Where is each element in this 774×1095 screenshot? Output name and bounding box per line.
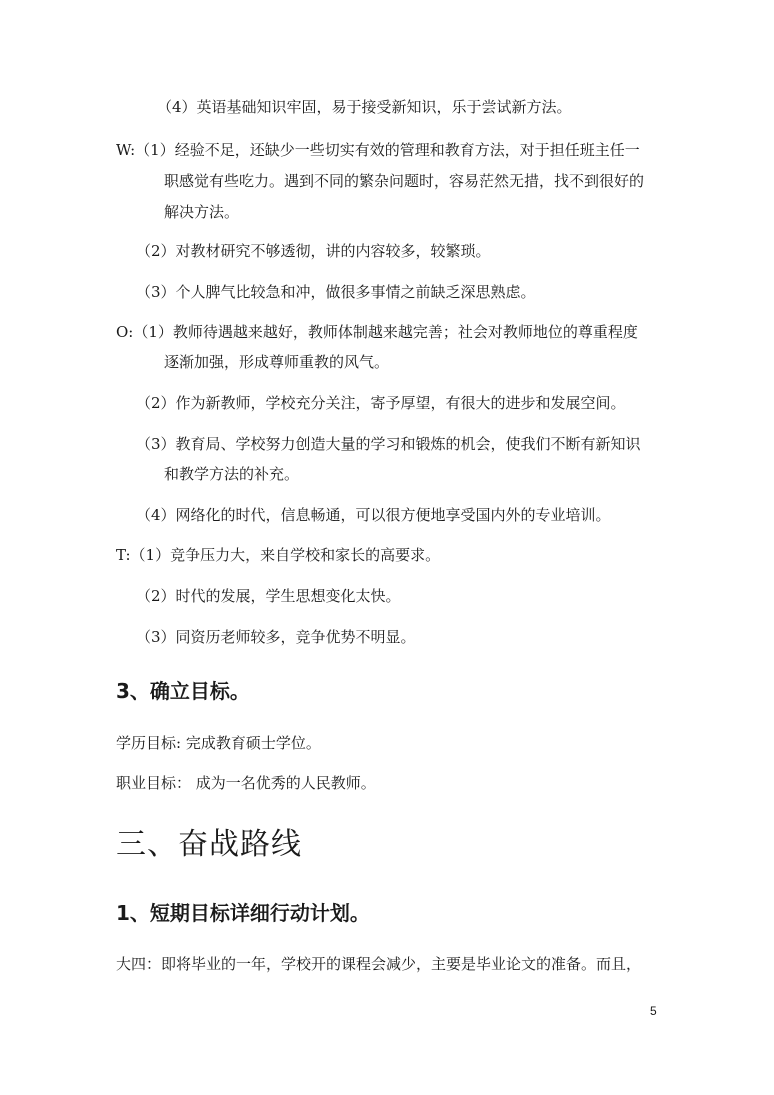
weakness-item-3: （3）个人脾气比较急和冲，做很多事情之前缺乏深思熟虑。 [136, 283, 536, 301]
opportunity-item-1-line-2: 逐渐加强，形成尊师重教的风气。 [164, 353, 390, 371]
goals-heading: 3、确立目标。 [116, 679, 250, 703]
weakness-item-1-line-1: W:（1）经验不足，还缺少一些切实有效的管理和教育方法，对于担任班主任一 [116, 141, 640, 159]
weakness-item-1-line-2: 职感觉有些吃力。遇到不同的繁杂问题时，容易茫然无措，找不到很好的 [164, 172, 645, 190]
opportunity-item-3-line-1: （3）教育局、学校努力创造大量的学习和锻炼的机会，使我们不断有新知识 [136, 435, 641, 453]
opportunity-item-3-line-2: 和教学方法的补充。 [164, 465, 300, 483]
opportunity-item-1-line-1: O:（1）教师待遇越来越好，教师体制越来越完善；社会对教师地位的尊重程度 [116, 323, 638, 341]
short-term-plan-heading: 1、短期目标详细行动计划。 [116, 901, 370, 925]
weakness-item-1-line-3: 解决方法。 [164, 203, 240, 221]
threat-item-1: T:（1）竞争压力大，来自学校和家长的高要求。 [116, 546, 441, 564]
opportunity-item-2: （2）作为新教师，学校充分关注，寄予厚望，有很大的进步和发展空间。 [136, 394, 626, 412]
education-goal: 学历目标: 完成教育硕士学位。 [116, 734, 321, 752]
strength-item-4: （4）英语基础知识牢固，易于接受新知识，乐于尝试新方法。 [157, 98, 572, 116]
section-title: 三、奋战路线 [116, 827, 302, 862]
page-number: 5 [650, 1004, 657, 1018]
opportunity-item-4: （4）网络化的时代，信息畅通，可以很方便地享受国内外的专业培训。 [136, 506, 611, 524]
senior-year-paragraph: 大四：即将毕业的一年，学校开的课程会减少，主要是毕业论文的准备。而且， [116, 955, 642, 973]
career-goal: 职业目标： 成为一名优秀的人民教师。 [116, 774, 376, 792]
weakness-item-2: （2）对教材研究不够透彻，讲的内容较多，较繁琐。 [136, 242, 491, 260]
threat-item-3: （3）同资历老师较多，竞争优势不明显。 [136, 628, 416, 646]
threat-item-2: （2）时代的发展，学生思想变化太快。 [136, 587, 401, 605]
